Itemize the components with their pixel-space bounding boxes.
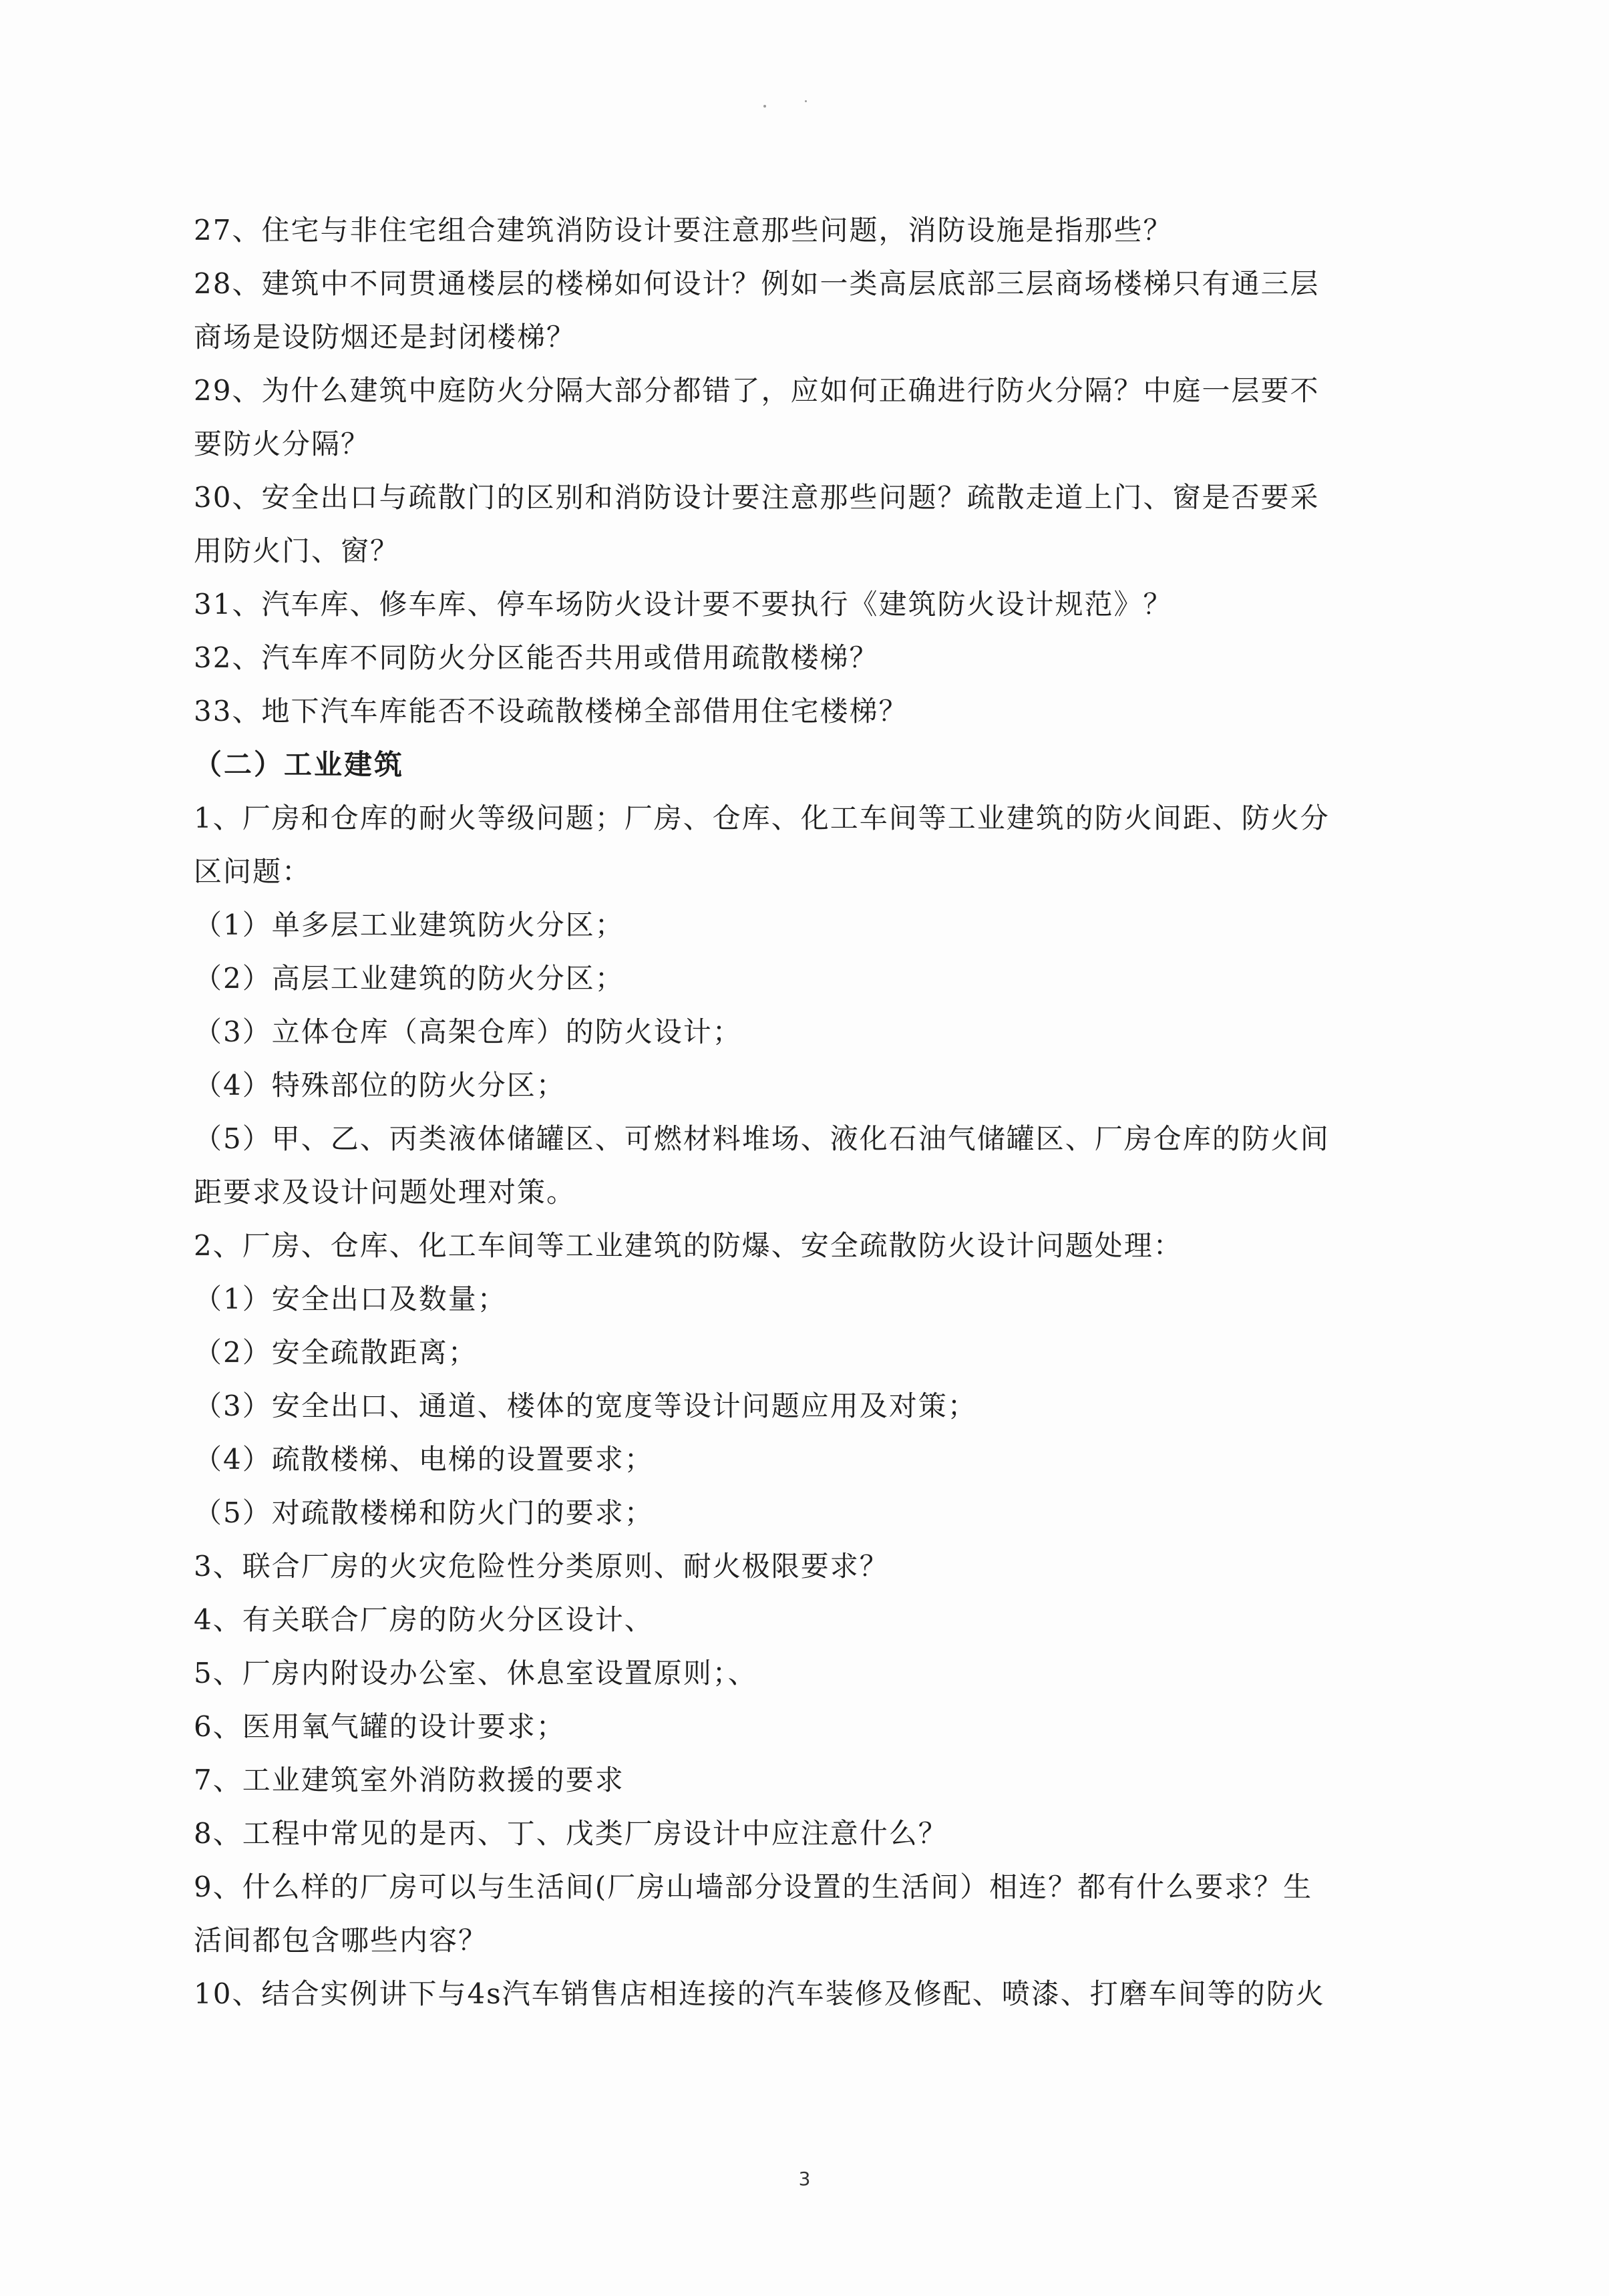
text-line: 31、汽车库、修车库、停车场防火设计要不要执行《建筑防火设计规范》？ bbox=[194, 588, 1173, 621]
scan-speck bbox=[805, 100, 807, 102]
section-heading: （二）工业建筑 bbox=[194, 748, 405, 781]
text-line: 10、结合实例讲下与4s汽车销售店相连接的汽车装修及修配、喷漆、打磨车间等的防火 bbox=[194, 1977, 1325, 2010]
text-line: 30、安全出口与疏散门的区别和消防设计要注意那些问题？疏散走道上门、窗是否要采 bbox=[194, 481, 1320, 514]
text-line: 7、工业建筑室外消防救援的要求 bbox=[194, 1764, 624, 1796]
text-line: 29、为什么建筑中庭防火分隔大部分都错了，应如何正确进行防火分隔？中庭一层要不 bbox=[194, 374, 1320, 407]
scan-speck bbox=[763, 105, 766, 108]
text-line: （3）立体仓库（高架仓库）的防火设计； bbox=[194, 1015, 742, 1048]
text-line: 3、联合厂房的火灾危险性分类原则、耐火极限要求？ bbox=[194, 1550, 889, 1583]
text-line: 8、工程中常见的是丙、丁、戊类厂房设计中应注意什么？ bbox=[194, 1817, 948, 1850]
text-line: （3）安全出口、通道、楼体的宽度等设计问题应用及对策； bbox=[194, 1389, 977, 1422]
text-line: 要防火分隔？ bbox=[194, 428, 371, 460]
text-line: 9、什么样的厂房可以与生活间(厂房山墙部分设置的生活间）相连？都有什么要求？生 bbox=[194, 1870, 1313, 1903]
document-body bbox=[194, 204, 1436, 2021]
text-line: （1）安全出口及数量； bbox=[194, 1283, 507, 1315]
text-line: 用防火门、窗？ bbox=[194, 534, 400, 567]
text-line: 1、厂房和仓库的耐火等级问题；厂房、仓库、化工车间等工业建筑的防火间距、防火分 bbox=[194, 802, 1330, 834]
text-line: 区问题： bbox=[194, 855, 312, 888]
text-line: 28、建筑中不同贯通楼层的楼梯如何设计？例如一类高层底部三层商场楼梯只有通三层 bbox=[194, 267, 1320, 300]
text-line: 4、有关联合厂房的防火分区设计、 bbox=[194, 1603, 654, 1636]
text-line: 2、厂房、仓库、化工车间等工业建筑的防爆、安全疏散防火设计问题处理： bbox=[194, 1229, 1183, 1262]
text-line: 32、汽车库不同防火分区能否共用或借用疏散楼梯？ bbox=[194, 641, 879, 674]
text-line: （4）特殊部位的防火分区； bbox=[194, 1069, 566, 1102]
text-line: （5）甲、乙、丙类液体储罐区、可燃材料堆场、液化石油气储罐区、厂房仓库的防火间 bbox=[194, 1122, 1330, 1155]
text-line: （2）安全疏散距离； bbox=[194, 1336, 478, 1369]
text-line: 33、地下汽车库能否不设疏散楼梯全部借用住宅楼梯？ bbox=[194, 695, 908, 727]
text-line: （5）对疏散楼梯和防火门的要求； bbox=[194, 1496, 654, 1529]
text-line: 5、厂房内附设办公室、休息室设置原则；、 bbox=[194, 1657, 757, 1689]
text-line: 27、住宅与非住宅组合建筑消防设计要注意那些问题，消防设施是指那些？ bbox=[194, 214, 1173, 247]
text-line: （4）疏散楼梯、电梯的设置要求； bbox=[194, 1443, 654, 1476]
text-line: 商场是设防烟还是封闭楼梯？ bbox=[194, 321, 576, 353]
text-line: （1）单多层工业建筑防火分区； bbox=[194, 909, 624, 941]
page-number: 3 bbox=[798, 2168, 811, 2190]
text-line: 活间都包含哪些内容？ bbox=[194, 1924, 488, 1957]
text-line: 距要求及设计问题处理对策。 bbox=[194, 1176, 576, 1208]
text-line: 6、医用氧气罐的设计要求； bbox=[194, 1710, 566, 1743]
text-line: （2）高层工业建筑的防火分区； bbox=[194, 962, 624, 995]
